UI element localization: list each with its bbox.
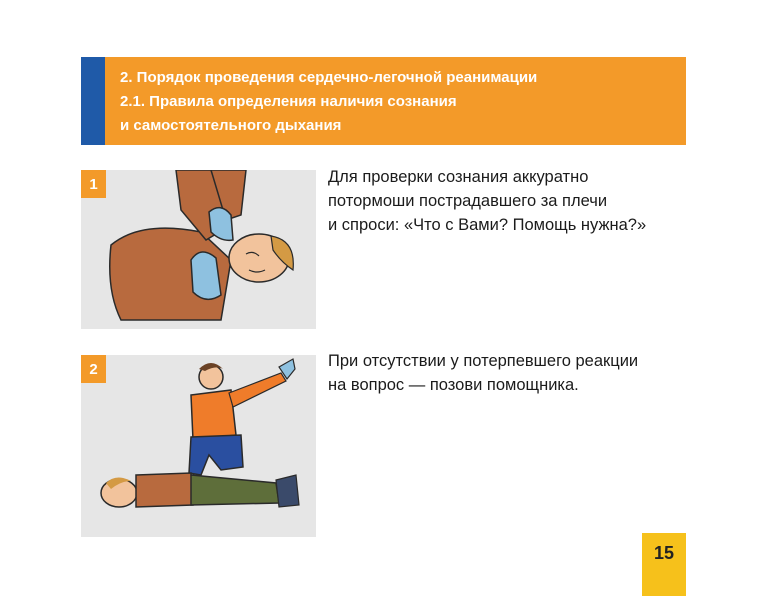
step-2-illustration bbox=[81, 355, 316, 537]
step-1-badge: 1 bbox=[81, 170, 106, 198]
step-2-text bbox=[328, 349, 688, 397]
step-1-line-2: потормоши пострадавшего за плечи bbox=[328, 192, 608, 210]
step-2-line-2: на вопрос — позови помощника. bbox=[328, 376, 579, 394]
header-accent-bar bbox=[81, 57, 105, 145]
step-2-badge: 2 bbox=[81, 355, 106, 383]
step-1-illustration bbox=[81, 170, 316, 329]
section-header bbox=[81, 57, 686, 145]
header-line-1: 2. Порядок проведения сердечно-легочной реанимации bbox=[120, 69, 538, 86]
step-2-line-1: При отсутствии у потерпевшего реакции bbox=[328, 352, 639, 370]
header-line-2: 2.1. Правила определения наличия сознания bbox=[120, 93, 457, 110]
step-1-text bbox=[328, 165, 688, 237]
calling-for-help-illustration bbox=[81, 355, 316, 537]
shaking-shoulders-illustration bbox=[81, 170, 316, 329]
page-number: 15 bbox=[642, 533, 686, 596]
header-text bbox=[120, 66, 678, 138]
header-line-3: и самостоятельного дыхания bbox=[120, 117, 342, 134]
step-1-line-3: и спроси: «Что с Вами? Помощь нужна?» bbox=[328, 216, 647, 234]
step-1-line-1: Для проверки сознания аккуратно bbox=[328, 168, 589, 186]
